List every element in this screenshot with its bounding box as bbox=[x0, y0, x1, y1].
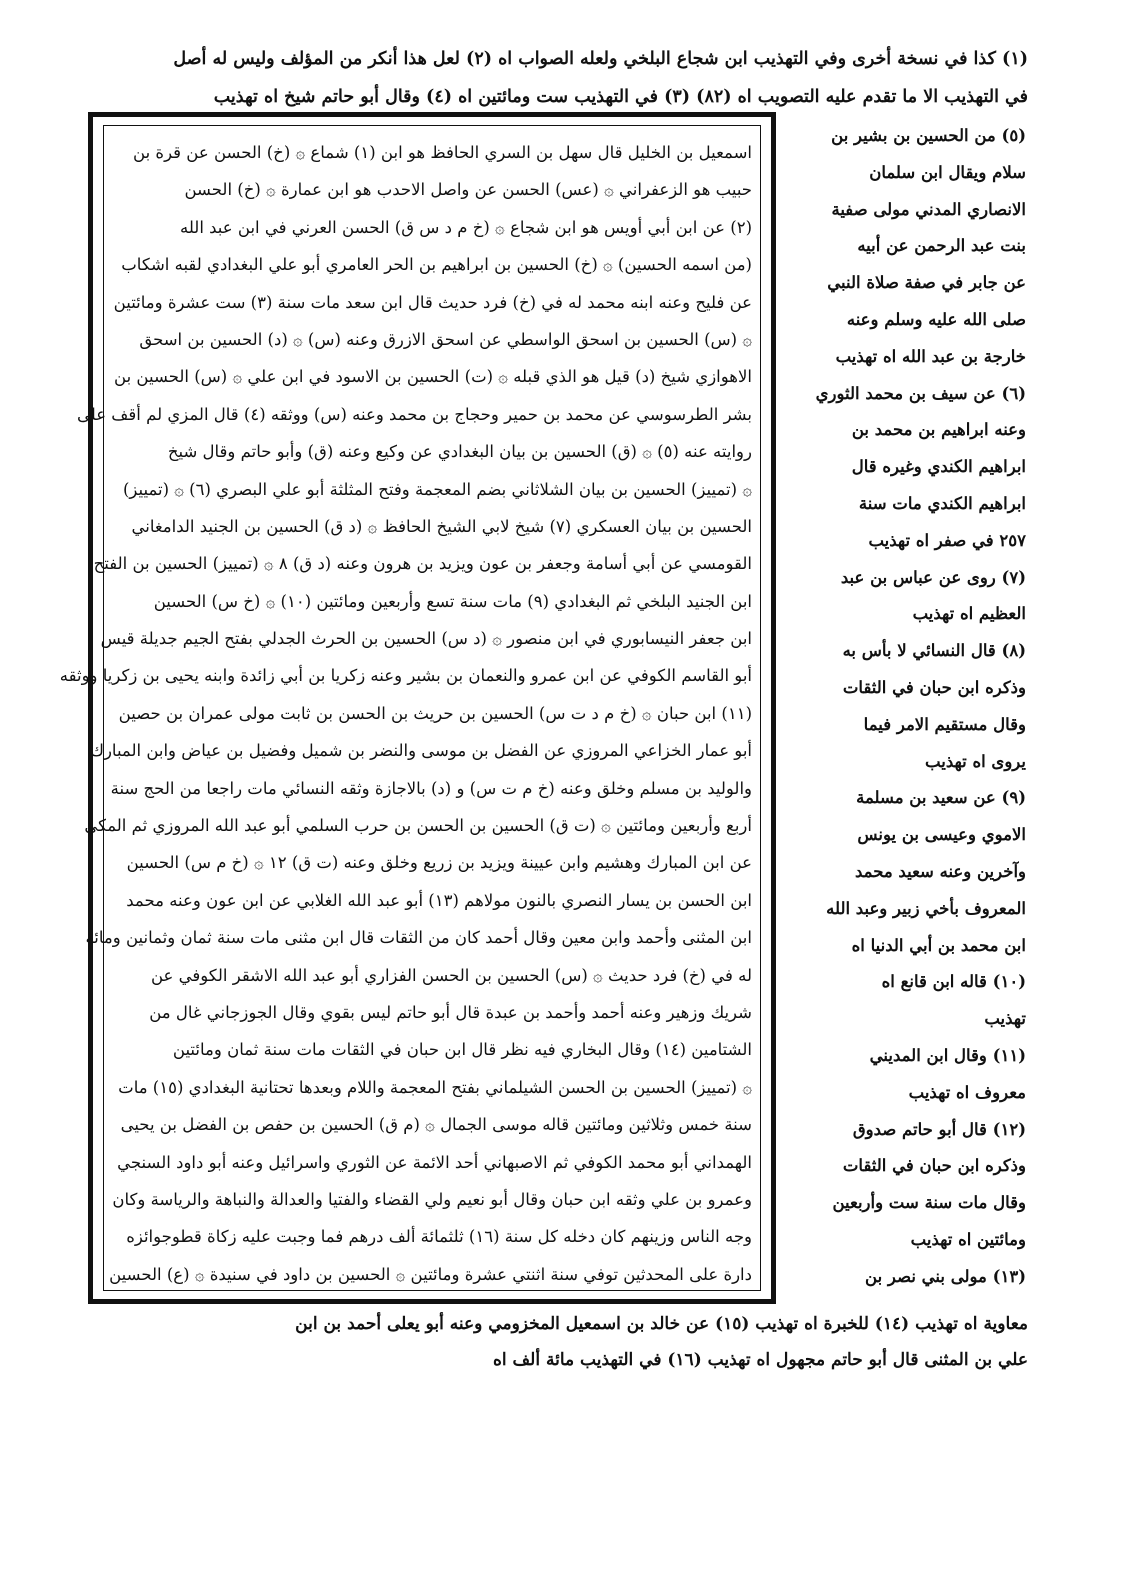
main-text-frame bbox=[59, 112, 776, 1304]
margin-note-line: الانصاري المدني مولى صفية bbox=[831, 199, 1026, 219]
main-text-line: والوليد بن مسلم وخلق وعنه (خ م ت س) و (د) بالاجازة وثقه النسائي مات راجعا من الحج سنة bbox=[110, 778, 752, 798]
main-text-line: الحسين بن بيان العسكري (٧) شيخ لابي الشيخ الحافظ ۞ (د ق) الحسين بن الجنيد الدامغاني bbox=[131, 516, 752, 536]
main-text-line: سنة خمس وثلاثين ومائتين قاله موسى الجمال ۞ (م ق) الحسين بن حفص بن الفضل بن يحيى bbox=[120, 1115, 752, 1135]
main-text-line: شريك وزهير وعنه أحمد وأحمد بن عبدة قال أبو حاتم ليس بقوي وقال الجوزجاني غال من bbox=[149, 1002, 752, 1022]
main-text-line: ابن الحسن بن يسار النصري بالنون مولاهم (١٣) أبو عبد الله الغلابي عن ابن عون وعنه محمد bbox=[126, 890, 752, 910]
margin-note-line: وذكره ابن حبان في الثقات bbox=[842, 677, 1026, 697]
main-text-line: دارة على المحدثين توفي سنة اثنتي عشرة ومائتين ۞ الحسين بن داود في سنيدة ۞ (ع) الحسين bbox=[109, 1264, 752, 1284]
margin-note-line: (١٣) مولى بني نصر بن bbox=[865, 1266, 1026, 1286]
margin-note-line: المعروف بأخي زبير وعبد الله bbox=[826, 898, 1026, 918]
margin-note-line: يروى اه تهذيب bbox=[925, 751, 1026, 771]
margin-note-line: (١٠) قاله ابن قانع اه bbox=[881, 972, 1026, 992]
main-text-line: حبيب هو الزعفراني ۞ (عس) الحسن عن واصل الاحدب هو ابن عمارة ۞ (خ) الحسن bbox=[184, 180, 752, 200]
main-text-line: ۞ (تمييز) الحسين بن الحسن الشيلماني بفتح المعجمة واللام وبعدها تحتانية البغدادي (١٥) مات bbox=[118, 1077, 752, 1097]
margin-note-line: وذكره ابن حبان في الثقات bbox=[842, 1156, 1026, 1176]
margin-note-line: وآخرين وعنه سعيد محمد bbox=[855, 861, 1026, 881]
margin-notes bbox=[786, 118, 1026, 1296]
footnote-line: علي بن المثنى قال أبو حاتم مجهول اه تهذيب (١٦) في التهذيب مائة ألف اه bbox=[493, 1350, 1028, 1370]
margin-note-line: ابن محمد بن أبي الدنيا اه bbox=[851, 935, 1026, 955]
main-text-line: أربع وأربعين ومائتين ۞ (ت ق) الحسين بن الحسن بن حرب السلمي أبو عبد الله المروزي ثم المكي bbox=[84, 816, 752, 836]
main-text-line: عن فليح وعنه ابنه محمد له في (خ) فرد حديث قال ابن سعد مات سنة (٣) ست عشرة ومائتين bbox=[113, 292, 752, 312]
margin-note-line: ومائتين اه تهذيب bbox=[910, 1229, 1026, 1249]
margin-note-line: خارجة بن عبد الله اه تهذيب bbox=[835, 346, 1026, 366]
margin-note-line: ابراهيم الكندي وغيره قال bbox=[851, 457, 1026, 477]
margin-note-line: (٦) عن سيف بن محمد الثوري bbox=[815, 383, 1026, 403]
footnote-line: (١) كذا في نسخة أخرى وفي التهذيب ابن شجاع البلخي ولعله الصواب اه (٢) لعل هذا أنكر من المؤلف وليس له أصل bbox=[173, 49, 1028, 69]
margin-note-line: بنت عبد الرحمن عن أبيه bbox=[857, 236, 1026, 256]
main-text-line: وعمرو بن علي وثقه ابن حبان وقال أبو نعيم ولي القضاء والفتيا والعدالة والنباهة والرياسة وكان bbox=[112, 1189, 752, 1209]
margin-note-line: (١٢) قال أبو حاتم صدوق bbox=[852, 1119, 1026, 1139]
margin-note-line: (٧) روى عن عباس بن عبد bbox=[840, 567, 1026, 587]
main-text-line: ابن الجنيد البلخي ثم البغدادي (٩) مات سنة تسع وأربعين ومائتين (١٠) ۞ (خ س) الحسين bbox=[153, 591, 752, 611]
margin-note-line: عن جابر في صفة صلاة النبي bbox=[827, 273, 1026, 293]
footnote-line: في التهذيب الا ما تقدم عليه التصويب اه (٨٢) (٣) في التهذيب ست ومائتين اه (٤) وقال أبو حاتم شيخ اه تهذيب bbox=[213, 87, 1028, 107]
margin-note-line: وقال مستقيم الامر فيما bbox=[863, 714, 1026, 734]
main-text-line: الاهوازي شيخ (د) قيل هو الذي قبله ۞ (ت) الحسين بن الاسود في ابن علي ۞ (س) الحسين بن bbox=[114, 367, 752, 387]
main-text-line: الهمداني أبو محمد الكوفي ثم الاصبهاني أحد الائمة عن الثوري واسرائيل وعنه أبو داود السنجي bbox=[117, 1152, 752, 1172]
main-text-line: وجه الناس وزينهم كان دخله كل سنة (١٦) ثلثمائة ألف درهم فما وجبت عليه زكاة قطوجوائزه bbox=[126, 1227, 752, 1247]
main-text-line: له في (خ) فرد حديث ۞ (س) الحسين بن الحسن الفزاري أبو عبد الله الاشقر الكوفي عن bbox=[150, 965, 752, 985]
main-text-line: عن ابن المبارك وهشيم وابن عيينة ويزيد بن زريع وخلق وعنه (ت ق) ١٢ ۞ (خ م س) الحسين bbox=[126, 853, 752, 873]
margin-note-line: تهذيب bbox=[984, 1009, 1026, 1029]
margin-note-line: (١١) وقال ابن المديني bbox=[869, 1045, 1026, 1065]
margin-note-line: العظيم اه تهذيب bbox=[912, 604, 1026, 624]
main-text-line: ابن المثنى وأحمد وابن معين وقال أحمد كان من الثقات قال ابن مثنى مات سنة ثمان وثمانين ومائة bbox=[85, 928, 752, 948]
main-text-line: روايته عنه (٥) ۞ (ق) الحسين بن بيان البغدادي عن وكيع وعنه (ق) وأبو حاتم وقال شيخ bbox=[167, 442, 752, 462]
main-text-body bbox=[59, 125, 761, 1291]
margin-note-line: (٥) من الحسين بن بشير بن bbox=[831, 126, 1026, 145]
footnote-line: معاوية اه تهذيب (١٤) للخبرة اه تهذيب (١٥) عن خالد بن اسمعيل المخزومي وعنه أبو يعلى أحمد بن ابن bbox=[295, 1314, 1028, 1334]
main-text-line: أبو عمار الخزاعي المروزي عن الفضل بن موسى والنضر بن شميل وفضيل بن عياض وابن المبارك bbox=[90, 741, 752, 761]
margin-note-line: ٢٥٧ في صفر اه تهذيب bbox=[868, 530, 1026, 550]
main-text-line: ۞ (تمييز) الحسين بن بيان الشلاثاني بضم المعجمة وفتح المثلثة أبو علي البصري (٦) ۞ (تمييز) bbox=[122, 479, 752, 499]
margin-note-line: (٩) عن سعيد بن مسلمة bbox=[856, 788, 1026, 808]
margin-note-line: معروف اه تهذيب bbox=[908, 1082, 1026, 1102]
main-text-line: اسمعيل بن الخليل قال سهل بن السري الحافظ هو ابن (١) شماع ۞ (خ) الحسن عن قرة بن bbox=[133, 143, 752, 162]
main-text-line: ابن جعفر النيسابوري في ابن منصور ۞ (د س) الحسين بن الحرث الجدلي بفتح الجيم جديلة قيس bbox=[100, 629, 752, 649]
margin-note-line: وقال مات سنة ست وأربعين bbox=[832, 1193, 1026, 1213]
margin-note-line: سلام ويقال ابن سلمان bbox=[869, 162, 1026, 182]
margin-note-line: صلى الله عليه وسلم وعنه bbox=[846, 309, 1026, 329]
main-text-line: (١١) ابن حبان ۞ (خ م د ت س) الحسين بن حريث بن الحسن بن ثابت مولى عمران بن حصين bbox=[118, 703, 752, 723]
margin-note-line: الاموي وعيسى بن يونس bbox=[857, 825, 1026, 845]
margin-note-line: ابراهيم الكندي مات سنة bbox=[858, 493, 1026, 513]
main-text-line: (٢) عن ابن أبي أويس هو ابن شجاع ۞ (خ م د س ق) الحسن العرني في ابن عبد الله bbox=[179, 217, 752, 237]
margin-note-line: (٨) قال النسائي لا بأس به bbox=[842, 641, 1026, 661]
bottom-footnotes bbox=[88, 1306, 1028, 1378]
main-text-line: القومسي عن أبي أسامة وجعفر بن عون ويزيد بن هرون وعنه (د ق) ٨ ۞ (تمييز) الحسين بن الفتح bbox=[93, 554, 752, 574]
main-text-line: (من اسمه الحسين) ۞ (خ) الحسين بن ابراهيم بن الحر العامري أبو علي البغدادي لقبه اشكاب bbox=[121, 255, 752, 275]
main-text-line: ۞ (س) الحسين بن اسحق الواسطي عن اسحق الازرق وعنه (س) ۞ (د) الحسين بن اسحق bbox=[139, 329, 752, 349]
main-text-line: الشتامين (١٤) وقال البخاري فيه نظر قال ابن حبان في الثقات مات سنة ثمان ومائتين bbox=[172, 1040, 752, 1060]
margin-note-line: وعنه ابراهيم بن محمد بن bbox=[851, 420, 1026, 440]
main-text-line: أبو القاسم الكوفي عن ابن عمرو والنعمان بن بشير وعنه زكريا بن أبي زائدة وابنه يحيى بن زكريا ووثقه bbox=[59, 666, 752, 686]
top-footnotes bbox=[88, 40, 1028, 116]
main-text-line: بشر الطرسوسي عن محمد بن حمير وحجاج بن محمد وعنه (س) ووثقه (٤) قال المزي لم أقف على bbox=[77, 404, 752, 424]
